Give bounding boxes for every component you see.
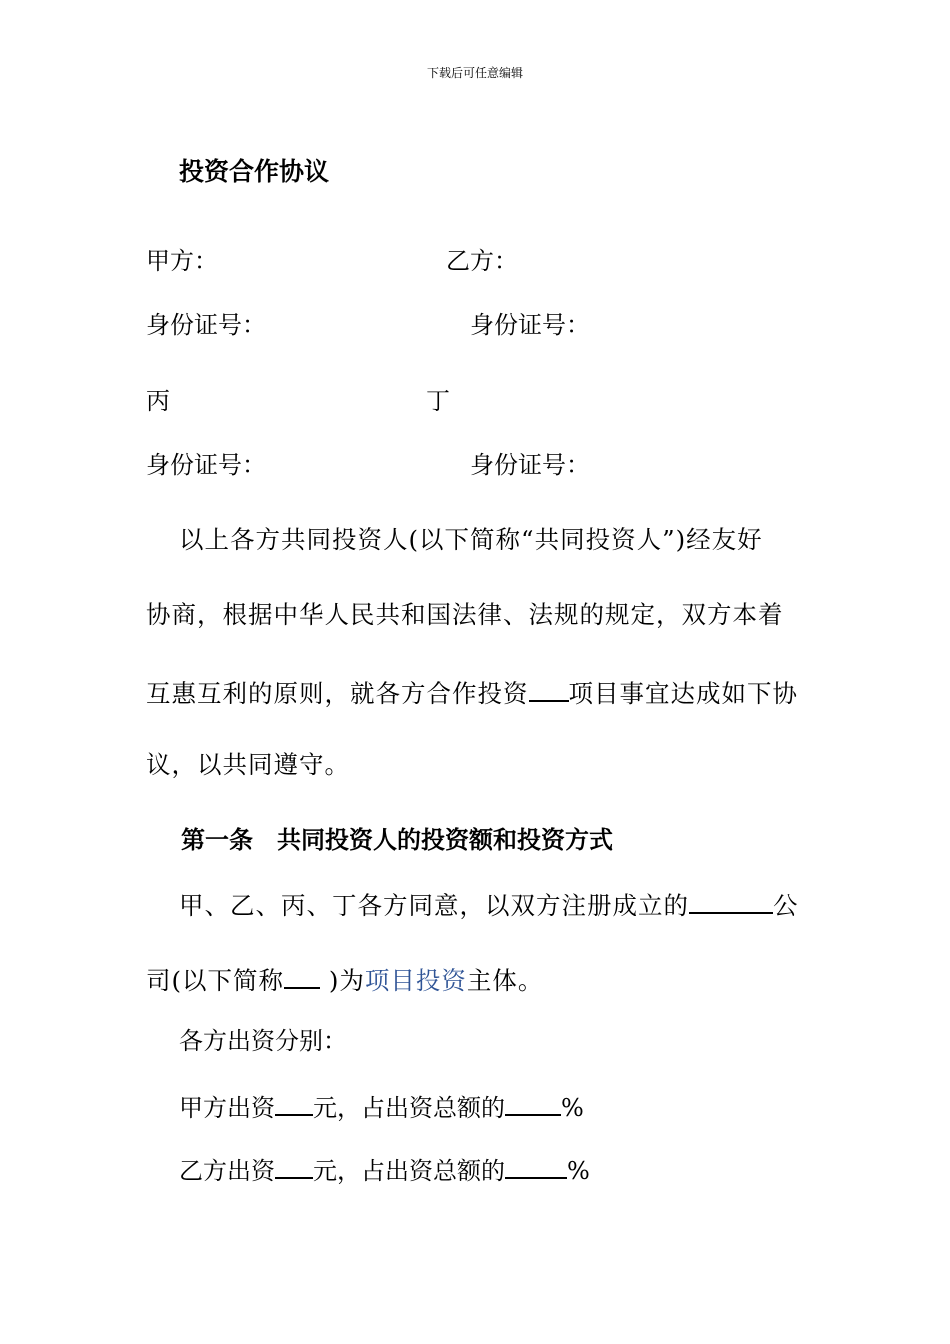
contribution-b — [179, 1155, 590, 1183]
article-1-line-2-text-c: 主体。 — [466, 966, 544, 995]
company-name-blank — [689, 890, 773, 914]
id-d-label: 身份证号： — [470, 451, 590, 479]
contribution-a-amount-blank — [275, 1092, 313, 1116]
party-b-label: 乙方： — [446, 247, 518, 275]
intro-line-4: 议，以共同遵守。 — [146, 750, 350, 779]
project-name-blank — [529, 678, 569, 702]
article-1-line-2-text-a: 司(以下简称 — [146, 966, 285, 995]
contribution-b-percent-blank — [505, 1155, 567, 1179]
contribution-intro: 各方出资分别： — [179, 1027, 347, 1055]
contribution-b-text-1: 乙方出资 — [179, 1157, 275, 1185]
contribution-b-amount-blank — [275, 1155, 313, 1179]
contribution-a-text-3: % — [561, 1094, 584, 1122]
contribution-a-text-1: 甲方出资 — [179, 1094, 275, 1122]
contribution-a-text-2: 元，占出资总额的 — [313, 1094, 505, 1122]
article-1-title: 第一条 共同投资人的投资额和投资方式 — [181, 825, 613, 854]
intro-line-1: 以上各方共同投资人(以下简称“共同投资人”)经友好 — [179, 525, 763, 554]
abbreviation-blank — [284, 965, 320, 989]
project-investment-link[interactable]: 项目投资 — [364, 966, 467, 995]
contribution-a — [179, 1092, 584, 1120]
contribution-b-text-2: 元，占出资总额的 — [313, 1157, 505, 1185]
id-a-label: 身份证号： — [146, 311, 266, 339]
document-title: 投资合作协议 — [179, 157, 330, 186]
page-header: 下载后可任意编辑 — [426, 66, 523, 80]
intro-line-3-text-b: 项目事宜达成如下协 — [568, 679, 798, 708]
contribution-b-text-3: % — [567, 1157, 590, 1185]
id-b-label: 身份证号： — [470, 311, 590, 339]
article-1-line-2 — [146, 965, 543, 994]
intro-line-3 — [146, 678, 798, 707]
article-1-line-1 — [179, 890, 799, 919]
party-d-label: 丁 — [426, 387, 450, 415]
intro-line-2: 协商，根据中华人民共和国法律、法规的规定，双方本着 — [146, 600, 784, 629]
article-1-line-1-text-b: 公 — [773, 891, 799, 920]
party-c-label: 丙 — [146, 387, 170, 415]
article-1-line-1-text-a: 甲、乙、丙、丁各方同意，以双方注册成立的 — [179, 891, 689, 920]
contribution-a-percent-blank — [505, 1092, 561, 1116]
article-1-line-2-text-b: )为 — [320, 966, 365, 995]
party-a-label: 甲方： — [146, 247, 218, 275]
intro-line-3-text-a: 互惠互利的原则，就各方合作投资 — [146, 679, 529, 708]
id-c-label: 身份证号： — [146, 451, 266, 479]
